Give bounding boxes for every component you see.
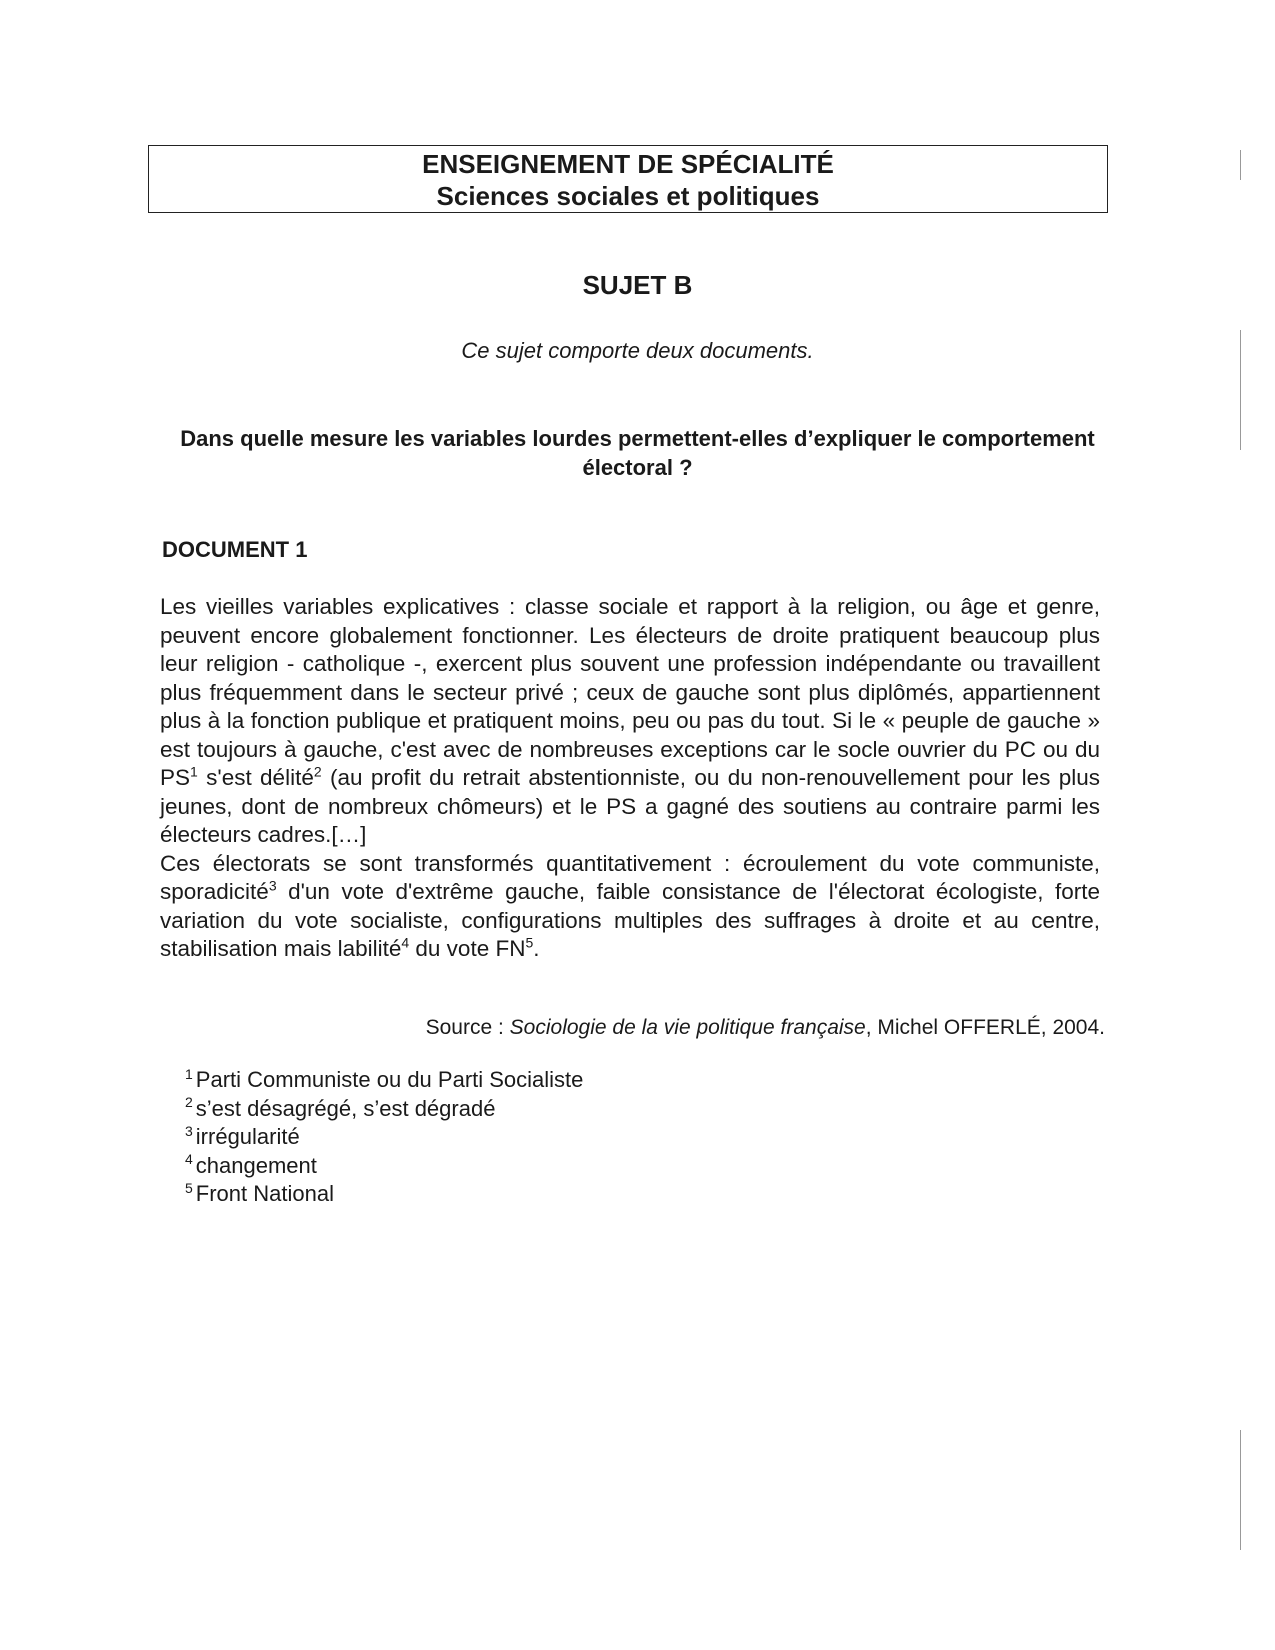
footnote-item xyxy=(185,1180,583,1209)
question: Dans quelle mesure les variables lourdes permettent-elles d’expliquer le comportement électoral ? xyxy=(180,426,1095,480)
footnote-number: 2 xyxy=(185,1094,193,1111)
document-body xyxy=(160,593,1100,964)
footnote-text: s’est désagrégé, s’est dégradé xyxy=(195,1095,496,1121)
scan-artifact xyxy=(1240,1430,1241,1550)
subject-note: Ce sujet comporte deux documents. xyxy=(461,338,814,363)
paragraph-2 xyxy=(160,850,1100,964)
footnote-item xyxy=(185,1123,583,1152)
footnote-ref-2: 2 xyxy=(313,763,322,780)
footnote-ref-3: 3 xyxy=(268,877,277,894)
footnote-number: 3 xyxy=(185,1122,193,1139)
header-title: ENSEIGNEMENT DE SPÉCIALITÉ xyxy=(422,149,834,179)
paragraph-2-part-a: Ces électorats se sont transformés quantitativement : écroulement du vote communiste, sporadicité xyxy=(160,850,1100,904)
document-title: DOCUMENT 1 xyxy=(162,537,308,562)
paragraph-1 xyxy=(160,593,1100,850)
subject-title: SUJET B xyxy=(582,270,693,300)
paragraph-2-part-c: du vote FN xyxy=(409,936,526,961)
paragraph-1-part-a: Les vieilles variables explicatives : classe sociale et rapport à la religion, ou âge et genre, peuvent encore globalement fonctionner. Les électeurs de droite pratiquent beaucoup plus leur religion - catholique -, exercent plus souvent une profession indépendante ou travaillent plus fréquemment dans le secteur privé ; ceux de gauche sont plus diplômés, appartiennent plus à la fonction publique et pratiquent moins, peu ou pas du tout. Si le « peuple de gauche » est toujours à gauche, c'est avec de nombreuses exceptions car le socle ouvrier du PC ou du PS xyxy=(160,594,1100,790)
footnote-number: 1 xyxy=(185,1065,193,1082)
footnote-number: 4 xyxy=(185,1151,193,1168)
footnote-text: Parti Communiste ou du Parti Socialiste xyxy=(195,1067,584,1092)
footnote-text: changement xyxy=(195,1152,317,1178)
source-author: , Michel OFFERLÉ, 2004. xyxy=(865,1016,1105,1039)
footnote-ref-5: 5 xyxy=(525,934,534,951)
source-citation xyxy=(426,1016,1105,1040)
footnote-ref-1: 1 xyxy=(190,763,198,780)
footnote-number: 5 xyxy=(185,1179,193,1196)
scan-artifact xyxy=(1240,330,1241,450)
scan-artifact xyxy=(1240,150,1241,180)
paragraph-2-part-d: . xyxy=(533,936,540,961)
paragraph-1-part-c: (au profit du retrait abstentionniste, ou du non-renouvellement pour les plus jeunes, dont de nombreux chômeurs) et le PS a gagné des soutiens au contraire parmi les électeurs cadres.[…] xyxy=(160,765,1101,847)
footnote-text: Front National xyxy=(195,1181,334,1206)
footnote-item xyxy=(185,1095,583,1124)
source-book-title: Sociologie de la vie politique française xyxy=(509,1016,866,1039)
paragraph-1-part-b: s'est délité xyxy=(197,765,314,790)
source-prefix: Source : xyxy=(425,1016,510,1039)
footnote-item xyxy=(185,1152,583,1181)
footnote-ref-4: 4 xyxy=(401,934,410,951)
header-subtitle: Sciences sociales et politiques xyxy=(436,181,820,211)
header-box xyxy=(148,145,1108,213)
footnote-text: irrégularité xyxy=(195,1124,300,1149)
footnote-item xyxy=(185,1066,583,1095)
paragraph-2-part-b: d'un vote d'extrême gauche, faible consistance de l'électorat écologiste, forte variation du vote socialiste, configurations multiples des suffrages à droite et au centre, stabilisation mais labilité xyxy=(160,879,1100,961)
footnotes-list xyxy=(185,1066,583,1209)
